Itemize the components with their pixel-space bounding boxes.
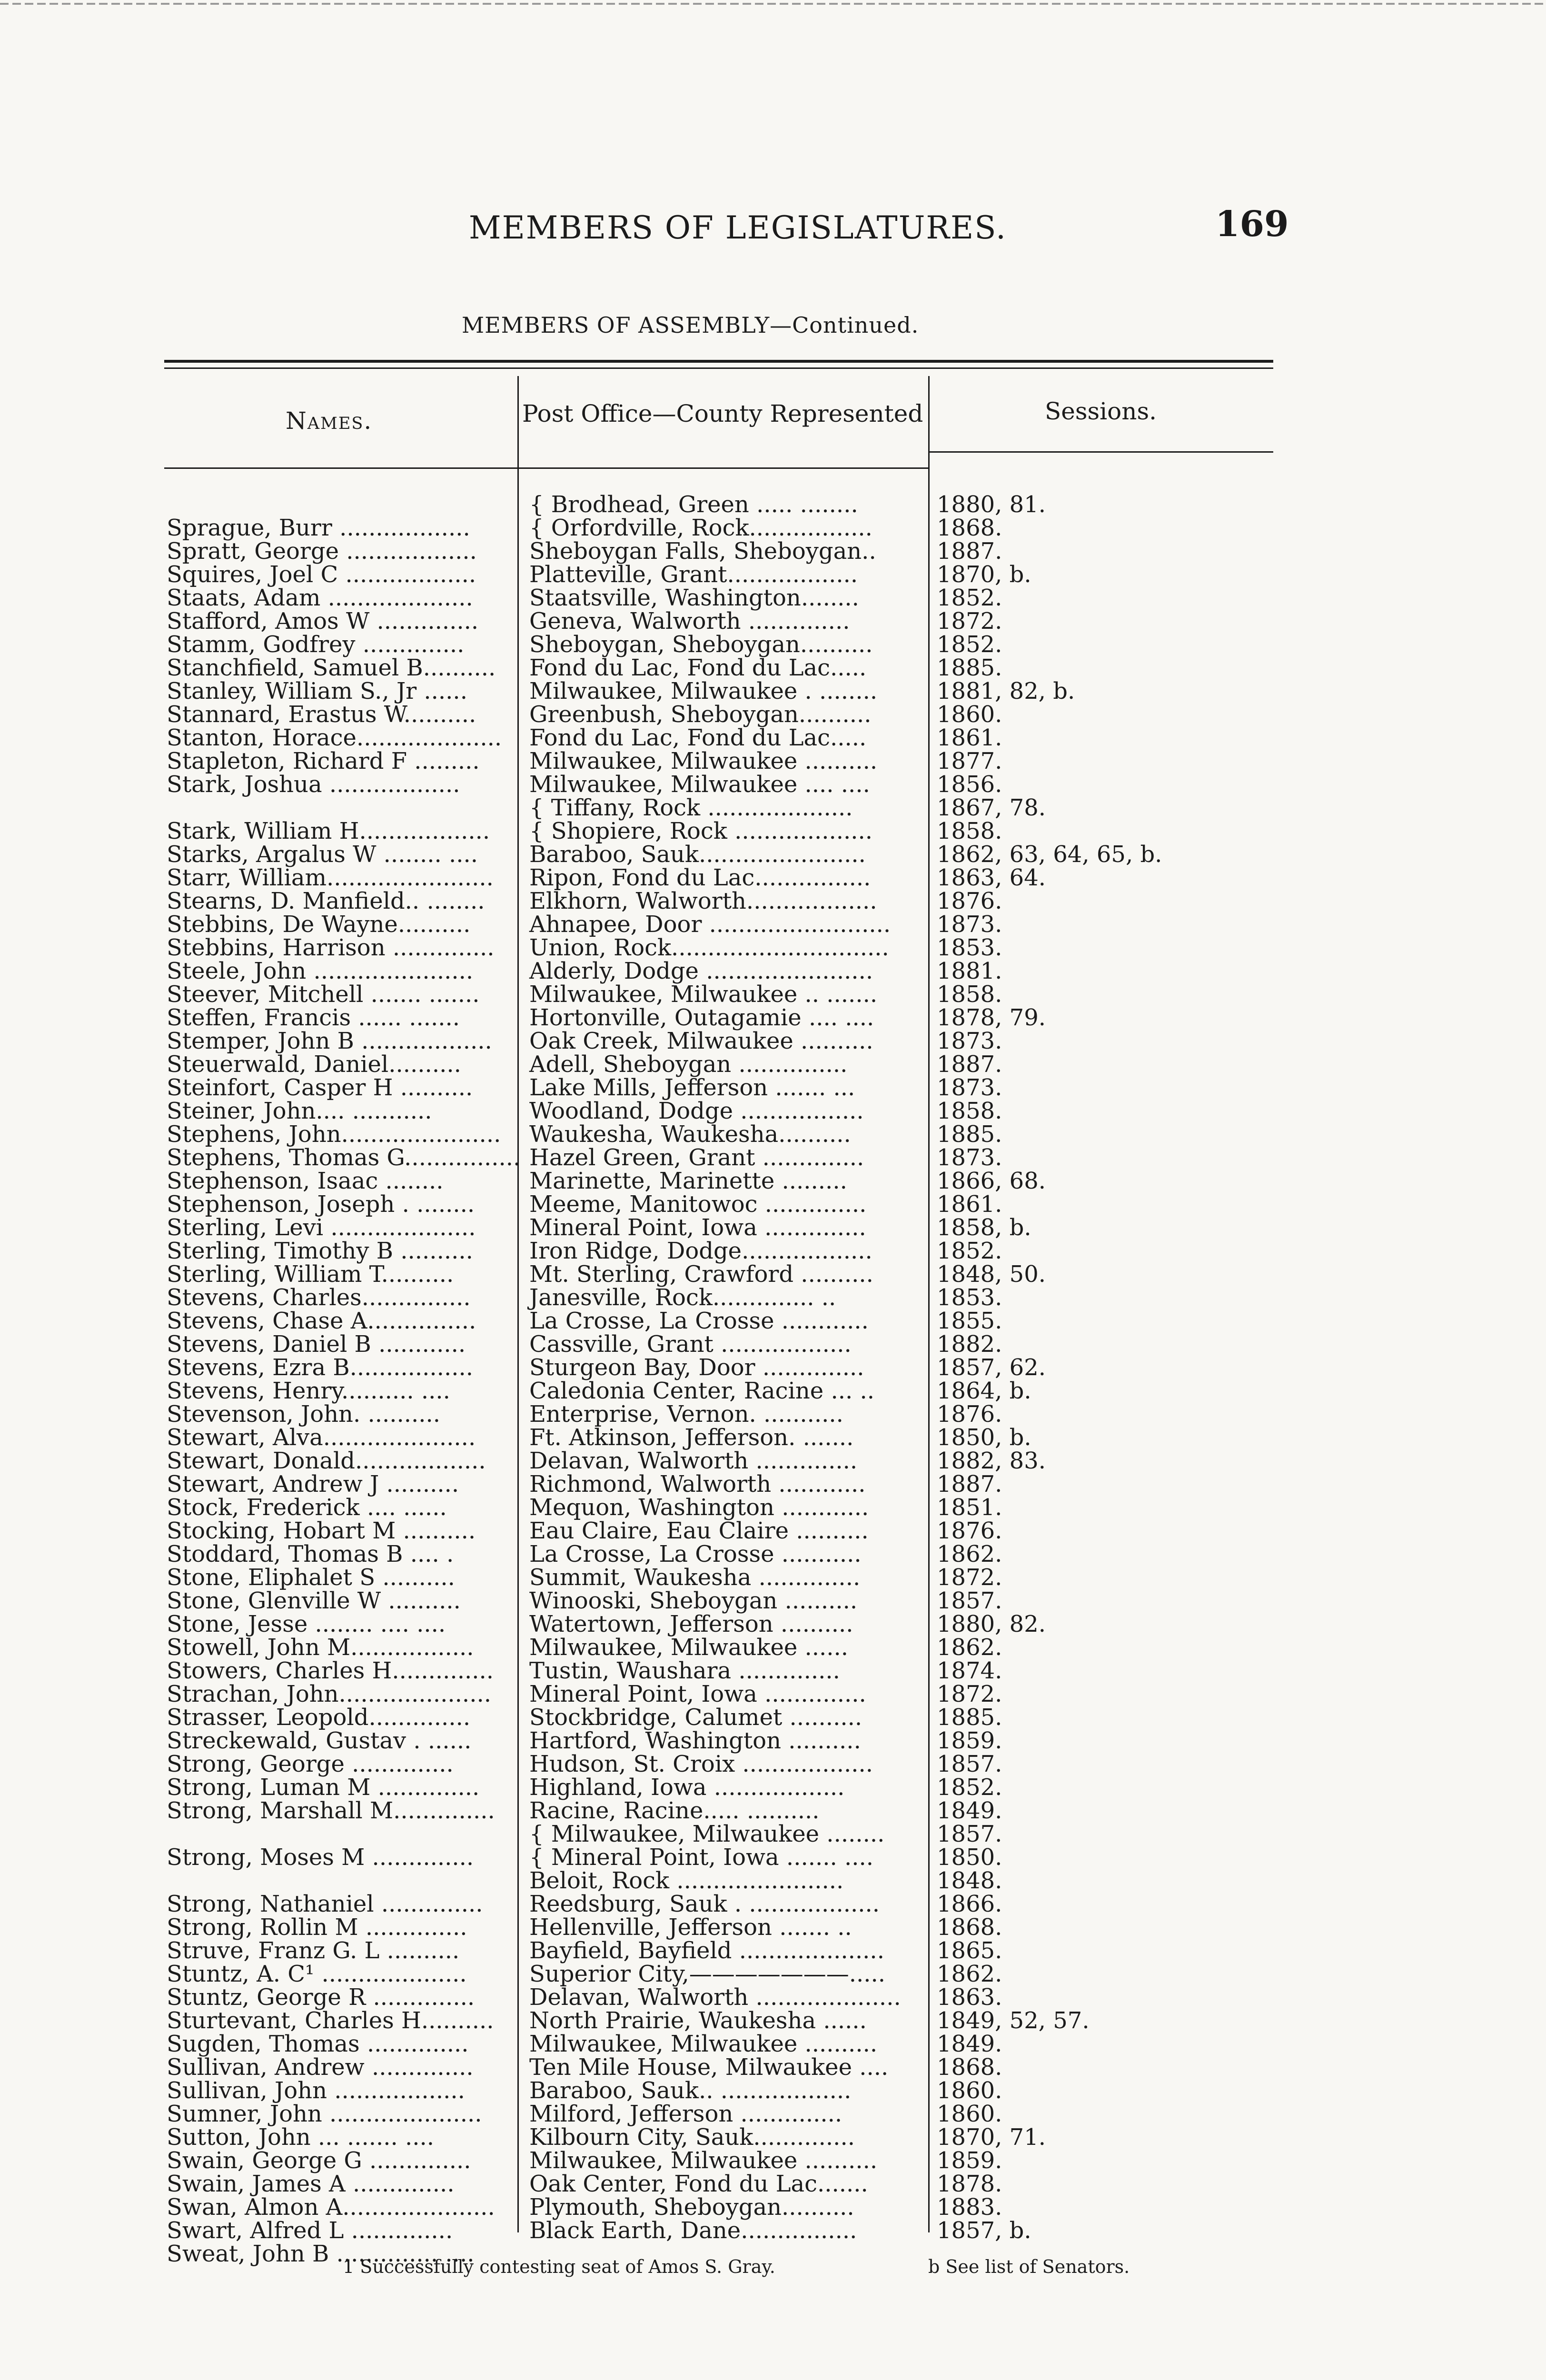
footnote-senators: b See list of Senators.	[928, 2256, 1130, 2277]
table-cell-name: Swart, Alfred L ..............	[167, 2217, 453, 2244]
table-cell-post-office: Staatsville, Washington........	[529, 585, 859, 611]
table-cell-name: Stephens, John......................	[167, 1121, 501, 1148]
table-cell-post-office: Richmond, Walworth ............	[529, 1471, 866, 1497]
table-cell-post-office: { Orfordville, Rock.................	[529, 515, 872, 541]
table-cell-post-office: Oak Creek, Milwaukee ..........	[529, 1028, 873, 1054]
table-cell-name	[167, 796, 519, 820]
header-bottom-rule-left	[164, 467, 928, 469]
table-cell-post-office: Beloit, Rock .......................	[529, 1867, 844, 1894]
table-cell-sessions: 1862, 63, 64, 65, b.	[937, 841, 1162, 868]
table-cell-sessions: 1868.	[937, 1914, 1002, 1941]
table-cell-name	[167, 1869, 519, 1893]
table-cell-post-office: Winooski, Sheboygan ..........	[529, 1587, 858, 1614]
table-cell-sessions: 1864, b.	[937, 1378, 1031, 1404]
table-cell-sessions: 1860.	[937, 2101, 1002, 2127]
table-cell-post-office: Adell, Sheboygan ...............	[529, 1051, 848, 1078]
table-cell-post-office: Plymouth, Sheboygan..........	[529, 2194, 854, 2221]
table-cell-sessions: 1881.	[937, 958, 1002, 984]
table-cell-sessions: 1876.	[937, 1517, 1002, 1544]
table-cell-post-office: Milwaukee, Milwaukee ..........	[529, 748, 878, 774]
table-cell-sessions: 1857.	[937, 1821, 1002, 1847]
table-cell-name: Squires, Joel C ..................	[167, 561, 476, 588]
table-cell-post-office: Milwaukee, Milwaukee . ........	[529, 678, 878, 704]
table-cell-sessions: 1863, 64.	[937, 864, 1046, 891]
table-cell-sessions: 1872.	[937, 1564, 1002, 1591]
table-cell-post-office: Summit, Waukesha ..............	[529, 1564, 861, 1591]
table-cell-post-office: Iron Ridge, Dodge..................	[529, 1238, 872, 1264]
table-cell-post-office: Milwaukee, Milwaukee ..........	[529, 2031, 878, 2057]
table-cell-post-office: Milwaukee, Milwaukee .... ....	[529, 771, 870, 798]
table-cell-name: Sumner, John .....................	[167, 2101, 482, 2127]
table-cell-post-office: Lake Mills, Jefferson ....... ...	[529, 1074, 855, 1101]
table-cell-name: Swan, Almon A.....................	[167, 2194, 495, 2221]
table-cell-name: Stewart, Donald..................	[167, 1448, 486, 1474]
table-cell-name: Stowers, Charles H..............	[167, 1657, 494, 1684]
table-cell-post-office: Mineral Point, Iowa ..............	[529, 1214, 866, 1241]
table-cell-name: Stevens, Henry.......... ....	[167, 1378, 450, 1404]
table-cell-name: Stephenson, Joseph . ........	[167, 1191, 475, 1218]
table-cell-sessions: 1863.	[937, 1984, 1002, 2011]
table-cell-name: Stanley, William S., Jr ......	[167, 678, 467, 704]
table-cell-post-office: Fond du Lac, Fond du Lac.....	[529, 724, 867, 751]
table-cell-post-office: { Shopiere, Rock ...................	[529, 818, 873, 844]
table-cell-sessions: 1858.	[937, 981, 1002, 1008]
table-cell-name: Sweat, John B .............. ....	[167, 2241, 475, 2267]
table-top-rule-2	[164, 367, 1273, 369]
table-cell-sessions: 1857, b.	[937, 2217, 1031, 2244]
table-cell-post-office: Highland, Iowa ..................	[529, 1774, 845, 1801]
table-cell-sessions: 1873.	[937, 1028, 1002, 1054]
table-cell-post-office: Mineral Point, Iowa ..............	[529, 1681, 866, 1707]
table-cell-name: Stebbins, De Wayne..........	[167, 911, 471, 938]
table-cell-name: Sterling, Levi ....................	[167, 1214, 476, 1241]
table-cell-name: Steuerwald, Daniel..........	[167, 1051, 461, 1078]
table-cell-name: Strong, George ..............	[167, 1751, 454, 1777]
table-cell-sessions: 1885.	[937, 1704, 1002, 1731]
table-cell-sessions: 1882, 83.	[937, 1448, 1046, 1474]
table-cell-post-office: Black Earth, Dane................	[529, 2217, 857, 2244]
table-cell-name: Stocking, Hobart M ..........	[167, 1517, 476, 1544]
table-cell-post-office: Ft. Atkinson, Jefferson. .......	[529, 1424, 854, 1451]
table-cell-post-office: Hazel Green, Grant ..............	[529, 1144, 864, 1171]
table-cell-name: Stuntz, A. C¹ ....................	[167, 1961, 467, 1987]
table-cell-sessions: 1853.	[937, 1284, 1002, 1311]
table-cell-name: Stevens, Ezra B.................	[167, 1354, 473, 1381]
footnote-contested-seat: 1 Successfully contesting seat of Amos S. Gray.	[343, 2256, 775, 2277]
table-cell-post-office: Eau Claire, Eau Claire ..........	[529, 1517, 869, 1544]
table-cell-post-office: Janesville, Rock.............. ..	[529, 1284, 836, 1311]
table-cell-name: Stamm, Godfrey ..............	[167, 631, 465, 658]
table-cell-post-office: Hortonville, Outagamie .... ....	[529, 1004, 874, 1031]
table-cell-post-office: Sheboygan Falls, Sheboygan..	[529, 538, 876, 565]
table-cell-sessions: 1859.	[937, 2147, 1002, 2174]
table-cell-sessions: 1850.	[937, 1844, 1002, 1871]
table-cell-sessions: 1872.	[937, 1681, 1002, 1707]
column-header-sessions: Sessions.	[1045, 397, 1157, 425]
table-cell-sessions: 1867, 78.	[937, 794, 1046, 821]
table-cell-post-office: Milford, Jefferson ..............	[529, 2101, 842, 2127]
table-cell-post-office: Sturgeon Bay, Door ..............	[529, 1354, 864, 1381]
table-cell-sessions: 1852.	[937, 631, 1002, 658]
section-subtitle: MEMBERS OF ASSEMBLY—Continued.	[462, 312, 919, 338]
table-cell-post-office: Hellenville, Jefferson ....... ..	[529, 1914, 852, 1941]
table-cell-post-office: La Crosse, La Crosse ...........	[529, 1541, 862, 1567]
table-cell-sessions: 1857.	[937, 1587, 1002, 1614]
table-cell-post-office: Superior City,———————.....	[529, 1961, 885, 1987]
table-cell-sessions: 1880, 82.	[937, 1611, 1046, 1637]
table-cell-post-office: Alderly, Dodge .......................	[529, 958, 873, 984]
table-cell-name: Stevens, Daniel B ............	[167, 1331, 466, 1358]
table-cell-post-office: La Crosse, La Crosse ............	[529, 1308, 869, 1334]
table-cell-sessions: 1848, 50.	[937, 1261, 1046, 1288]
table-cell-name: Stuntz, George R ..............	[167, 1984, 475, 2011]
table-cell-name: Starr, William.......................	[167, 864, 494, 891]
table-cell-post-office: Hartford, Washington ..........	[529, 1727, 861, 1754]
table-cell-post-office: Elkhorn, Walworth..................	[529, 888, 877, 914]
table-cell-name: Stephens, Thomas G................	[167, 1144, 521, 1171]
table-cell-sessions: 1850, b.	[937, 1424, 1031, 1451]
table-cell-name: Sturtevant, Charles H..........	[167, 2007, 494, 2034]
table-cell-post-office: Woodland, Dodge .................	[529, 1098, 864, 1124]
table-cell-name: Stewart, Alva.....................	[167, 1424, 476, 1451]
table-cell-name: Stanchfield, Samuel B..........	[167, 654, 496, 681]
table-cell-sessions: 1848.	[937, 1867, 1002, 1894]
table-cell-name: Swain, George G ..............	[167, 2147, 471, 2174]
table-cell-sessions: 1885.	[937, 654, 1002, 681]
table-cell-name: Spratt, George ..................	[167, 538, 477, 565]
table-cell-sessions: 1858, b.	[937, 1214, 1031, 1241]
table-cell-post-office: Ripon, Fond du Lac................	[529, 864, 871, 891]
table-cell-post-office: Milwaukee, Milwaukee ......	[529, 1634, 849, 1661]
table-cell-post-office: Baraboo, Sauk.......................	[529, 841, 866, 868]
table-cell-name: Sterling, William T..........	[167, 1261, 454, 1288]
table-cell-post-office: Marinette, Marinette .........	[529, 1168, 847, 1194]
table-cell-name: Strachan, John.....................	[167, 1681, 491, 1707]
table-cell-name: Stone, Eliphalet S ..........	[167, 1564, 455, 1591]
table-cell-name: Sprague, Burr ..................	[167, 515, 470, 541]
table-cell-name: Stark, William H..................	[167, 818, 490, 844]
table-cell-name: Stebbins, Harrison ..............	[167, 934, 495, 961]
table-cell-sessions: 1874.	[937, 1657, 1002, 1684]
table-cell-sessions: 1849.	[937, 1797, 1002, 1824]
table-cell-sessions: 1855.	[937, 1308, 1002, 1334]
column-header-names: Names.	[286, 407, 373, 435]
table-cell-name: Stevens, Charles...............	[167, 1284, 471, 1311]
table-cell-post-office: Milwaukee, Milwaukee .. .......	[529, 981, 878, 1008]
table-cell-post-office: Baraboo, Sauk.. ..................	[529, 2077, 852, 2104]
table-cell-post-office: Cassville, Grant ..................	[529, 1331, 852, 1358]
table-cell-post-office: Bayfield, Bayfield ....................	[529, 1937, 884, 1964]
table-cell-post-office: Platteville, Grant..................	[529, 561, 858, 588]
table-cell-sessions: 1857, 62.	[937, 1354, 1046, 1381]
table-cell-post-office: Kilbourn City, Sauk..............	[529, 2124, 855, 2151]
table-cell-name: Stewart, Andrew J ..........	[167, 1471, 459, 1497]
table-cell-name: Stafford, Amos W ..............	[167, 608, 479, 635]
table-cell-name: Stone, Jesse ........ .... ....	[167, 1611, 446, 1637]
table-cell-post-office: Enterprise, Vernon. ...........	[529, 1401, 843, 1428]
table-cell-name: Starks, Argalus W ........ ....	[167, 841, 478, 868]
table-cell-post-office: Caledonia Center, Racine ... ..	[529, 1378, 875, 1404]
table-cell-sessions: 1860.	[937, 2077, 1002, 2104]
table-cell-sessions: 1849, 52, 57.	[937, 2007, 1090, 2034]
table-cell-sessions: 1870, 71.	[937, 2124, 1046, 2151]
table-cell-post-office: Reedsburg, Sauk . ..................	[529, 1891, 880, 1917]
table-cell-name: Stowell, John M.................	[167, 1634, 474, 1661]
table-cell-sessions: 1862.	[937, 1961, 1002, 1987]
table-cell-sessions: 1861.	[937, 1191, 1002, 1218]
table-cell-name: Sutton, John ... ....... ....	[167, 2124, 435, 2151]
table-cell-name: Stemper, John B ..................	[167, 1028, 492, 1054]
table-cell-sessions: 1858.	[937, 818, 1002, 844]
table-cell-sessions: 1887.	[937, 1051, 1002, 1078]
table-cell-name	[167, 493, 519, 516]
table-cell-name: Stoddard, Thomas B .... .	[167, 1541, 454, 1567]
table-cell-sessions: 1880, 81.	[937, 491, 1046, 518]
running-title: MEMBERS OF LEGISLATURES.	[469, 209, 1007, 246]
table-cell-post-office: Watertown, Jefferson ..........	[529, 1611, 853, 1637]
table-cell-post-office: Milwaukee, Milwaukee ..........	[529, 2147, 878, 2174]
table-cell-post-office: Ahnapee, Door .........................	[529, 911, 891, 938]
table-cell-sessions: 1865.	[937, 1937, 1002, 1964]
table-cell-sessions: 1866.	[937, 1891, 1002, 1917]
column-header-post-office: Post Office—County Represented	[522, 400, 923, 427]
table-cell-sessions: 1853.	[937, 934, 1002, 961]
table-cell-sessions: 1852.	[937, 1774, 1002, 1801]
table-cell-post-office: Oak Center, Fond du Lac.......	[529, 2171, 868, 2197]
page-number: 169	[1215, 204, 1289, 245]
table-cell-name: Stock, Frederick .... ......	[167, 1494, 447, 1521]
table-cell-sessions: 1861.	[937, 724, 1002, 751]
table-cell-name: Struve, Franz G. L ..........	[167, 1937, 460, 1964]
table-cell-post-office: Fond du Lac, Fond du Lac.....	[529, 654, 867, 681]
table-cell-name: Strong, Nathaniel ..............	[167, 1891, 483, 1917]
table-cell-post-office: Tustin, Waushara ..............	[529, 1657, 840, 1684]
table-cell-name: Strasser, Leopold..............	[167, 1704, 471, 1731]
table-cell-post-office: Geneva, Walworth ..............	[529, 608, 850, 635]
table-cell-name: Strong, Rollin M ..............	[167, 1914, 467, 1941]
table-cell-sessions: 1876.	[937, 1401, 1002, 1428]
table-cell-sessions: 1868.	[937, 2054, 1002, 2081]
table-cell-post-office: Mequon, Washington ............	[529, 1494, 869, 1521]
table-cell-sessions: 1852.	[937, 585, 1002, 611]
table-cell-name: Stephenson, Isaac ........	[167, 1168, 444, 1194]
table-cell-sessions: 1862.	[937, 1541, 1002, 1567]
table-cell-name: Staats, Adam ....................	[167, 585, 473, 611]
table-cell-name: Stone, Glenville W ..........	[167, 1587, 461, 1614]
table-cell-sessions: 1859.	[937, 1727, 1002, 1754]
table-cell-sessions: 1858.	[937, 1098, 1002, 1124]
table-cell-name: Steiner, John.... ...........	[167, 1098, 432, 1124]
table-cell-post-office: { Tiffany, Rock ....................	[529, 794, 853, 821]
table-cell-name: Stevenson, John. ..........	[167, 1401, 441, 1428]
table-cell-post-office: Sheboygan, Sheboygan..........	[529, 631, 873, 658]
table-cell-sessions: 1862.	[937, 1634, 1002, 1661]
table-cell-post-office: Meeme, Manitowoc ..............	[529, 1191, 867, 1218]
table-cell-sessions: 1873.	[937, 1144, 1002, 1171]
table-cell-name: Steffen, Francis ...... .......	[167, 1004, 460, 1031]
table-cell-post-office: Greenbush, Sheboygan..........	[529, 701, 872, 728]
table-cell-post-office: Ten Mile House, Milwaukee ....	[529, 2054, 889, 2081]
table-cell-post-office: Stockbridge, Calumet ..........	[529, 1704, 862, 1731]
table-cell-post-office: Hudson, St. Croix ..................	[529, 1751, 873, 1777]
table-cell-sessions: 1881, 82, b.	[937, 678, 1075, 704]
table-cell-post-office: { Milwaukee, Milwaukee ........	[529, 1821, 885, 1847]
table-cell-name: Swain, James A ..............	[167, 2171, 455, 2197]
table-cell-sessions: 1883.	[937, 2194, 1002, 2221]
table-cell-post-office: North Prairie, Waukesha ......	[529, 2007, 867, 2034]
table-cell-name: Stearns, D. Manfield.. ........	[167, 888, 485, 914]
table-cell-name: Steele, John ......................	[167, 958, 474, 984]
top-edge-rule	[0, 3, 1546, 5]
table-top-rule-1	[164, 360, 1273, 363]
table-cell-sessions: 1851.	[937, 1494, 1002, 1521]
table-cell-name: Steinfort, Casper H ..........	[167, 1074, 473, 1101]
column-divider-2	[928, 376, 930, 2232]
table-cell-name: Sullivan, Andrew ..............	[167, 2054, 474, 2081]
table-cell-post-office: { Mineral Point, Iowa ....... ....	[529, 1844, 874, 1871]
table-cell-sessions: 1885.	[937, 1121, 1002, 1148]
table-cell-sessions: 1856.	[937, 771, 1002, 798]
table-cell-name: Strong, Moses M ..............	[167, 1844, 474, 1871]
table-cell-name: Steever, Mitchell ....... .......	[167, 981, 480, 1008]
table-cell-sessions: 1882.	[937, 1331, 1002, 1358]
table-cell-name: Stevens, Chase A...............	[167, 1308, 476, 1334]
table-cell-sessions: 1878, 79.	[937, 1004, 1046, 1031]
table-cell-sessions: 1860.	[937, 701, 1002, 728]
table-cell-sessions: 1866, 68.	[937, 1168, 1046, 1194]
table-cell-post-office: Delavan, Walworth ....................	[529, 1984, 901, 2011]
table-cell-post-office: Waukesha, Waukesha..........	[529, 1121, 851, 1148]
table-cell-name: Strong, Marshall M..............	[167, 1797, 495, 1824]
table-cell-sessions: 1873.	[937, 911, 1002, 938]
table-cell-post-office: Delavan, Walworth ..............	[529, 1448, 858, 1474]
table-cell-name: Stannard, Erastus W..........	[167, 701, 476, 728]
table-cell-sessions: 1852.	[937, 1238, 1002, 1264]
table-cell-name: Sugden, Thomas ..............	[167, 2031, 469, 2057]
table-cell-sessions: 1876.	[937, 888, 1002, 914]
table-cell-name: Stanton, Horace....................	[167, 724, 502, 751]
table-cell-post-office: Union, Rock..............................	[529, 934, 889, 961]
table-cell-sessions: 1849.	[937, 2031, 1002, 2057]
table-cell-name: Sterling, Timothy B ..........	[167, 1238, 473, 1264]
header-bottom-rule-right	[928, 451, 1273, 453]
table-cell-sessions: 1870, b.	[937, 561, 1031, 588]
table-cell-name: Strong, Luman M ..............	[167, 1774, 480, 1801]
table-cell-sessions: 1872.	[937, 608, 1002, 635]
table-cell-post-office: { Brodhead, Green ..... ........	[529, 491, 858, 518]
table-cell-sessions: 1868.	[937, 515, 1002, 541]
table-cell-sessions: 1873.	[937, 1074, 1002, 1101]
table-cell-sessions: 1878.	[937, 2171, 1002, 2197]
table-cell-name	[167, 1823, 519, 1846]
table-cell-sessions: 1887.	[937, 1471, 1002, 1497]
table-cell-sessions: 1857.	[937, 1751, 1002, 1777]
table-cell-name: Sullivan, John ..................	[167, 2077, 465, 2104]
table-cell-name: Stark, Joshua ..................	[167, 771, 460, 798]
table-cell-sessions: 1887.	[937, 538, 1002, 565]
table-cell-name: Streckewald, Gustav . ......	[167, 1727, 472, 1754]
table-cell-sessions: 1877.	[937, 748, 1002, 774]
table-cell-post-office: Racine, Racine..... ..........	[529, 1797, 820, 1824]
table-cell-name: Stapleton, Richard F .........	[167, 748, 480, 774]
table-cell-post-office: Mt. Sterling, Crawford ..........	[529, 1261, 873, 1288]
